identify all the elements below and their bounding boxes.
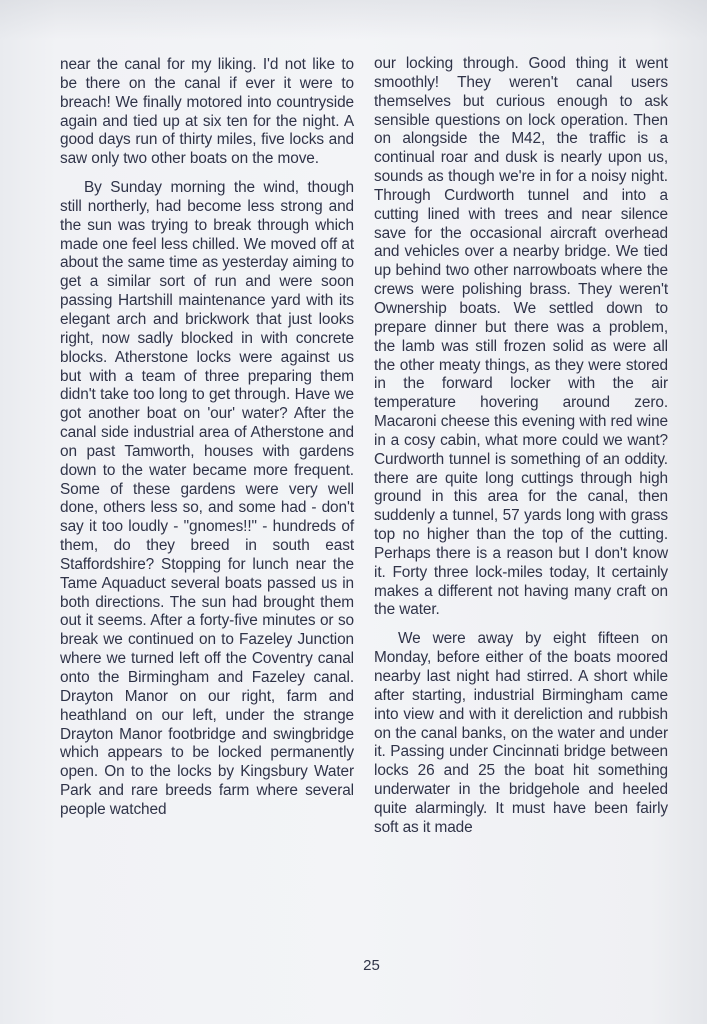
paragraph: By Sunday morning the wind, though still northerly, had become less strong and the sun was trying to break through which made one feel less chilled. We moved off at about the same time as yesterday aiming to get a similar sort of run and were soon passing Hartshill maintenance yard with its elegant arch and brickwork that just looks right, now sadly blocked in with concrete blocks. Atherstone locks were against us but with a team of three preparing them didn't take too long to get through. Have we got another boat on 'our' water? After the canal side industrial area of Atherstone and on past Tamworth, houses with gardens down to the water became more frequent. Some of these gardens were very well done, others less so, and some had - don't say it too loudly - "gnomes!!" - hundreds of them, do they breed in south east Staffordshire? Stopping for lunch near the Tame Aquaduct several boats passed us in both directions. The sun had brought them out it seems. After a forty-five minutes or so break we continued on to Fazeley Junction where we turned left off the Coventry canal onto the Birmingham and Fazeley canal. Drayton Manor on our right, farm and heathland on our left, under the strange Drayton Manor footbridge and swingbridge which appears to be locked permanently open. On to the locks by Kingsbury Water Park and rare breeds farm where several people watched	[60, 179, 354, 818]
right-text-column	[374, 55, 668, 838]
left-text-column	[60, 56, 354, 820]
page-number: 25	[363, 957, 380, 974]
paragraph: our locking through. Good thing it went smoothly! They weren't canal users themselves but curious enough to ask sensible questions on lock operation. Then on alongside the M42, the traffic is a continual roar and dusk is nearly upon us, sounds as though we're in for a noisy night. Through Curdworth tunnel and into a cutting lined with trees and near silence save for the occasional aircraft overhead and vehicles over a nearby bridge. We tied up behind two other narrowboats where the crews were polishing brass. They weren't Ownership boats. We settled down to prepare dinner but there was a problem, the lamb was still frozen solid as were all the other meaty things, as they were stored in the forward locker with the air temperature hovering around zero. Macaroni cheese this evening with red wine in a cosy cabin, what more could we want? Curdworth tunnel is something of an oddity. there are quite long cuttings through high ground in this area for the canal, then suddenly a tunnel, 57 yards long with grass top no higher than the top of the cutting. Perhaps there is a reason but I don't know it. Forty three lock-miles today, It certainly makes a different not having many craft on the water.	[374, 55, 668, 619]
paragraph: We were away by eight fifteen on Monday, before either of the boats moored nearby last night had stirred. A short while after starting, industrial Birmingham came into view and with it dereliction and rubbish on the canal banks, on the water and under it. Passing under Cincinnati bridge between locks 26 and 25 the boat hit something underwater in the bridgehole and heeled quite alarmingly. It must have been fairly soft as it made	[374, 630, 668, 836]
page-shadow	[0, 0, 707, 40]
paragraph: near the canal for my liking. I'd not like to be there on the canal if ever it were to breach! We finally motored into countryside again and tied up at six ten for the night. A good days run of thirty miles, five locks and saw only two other boats on the move.	[60, 56, 354, 168]
